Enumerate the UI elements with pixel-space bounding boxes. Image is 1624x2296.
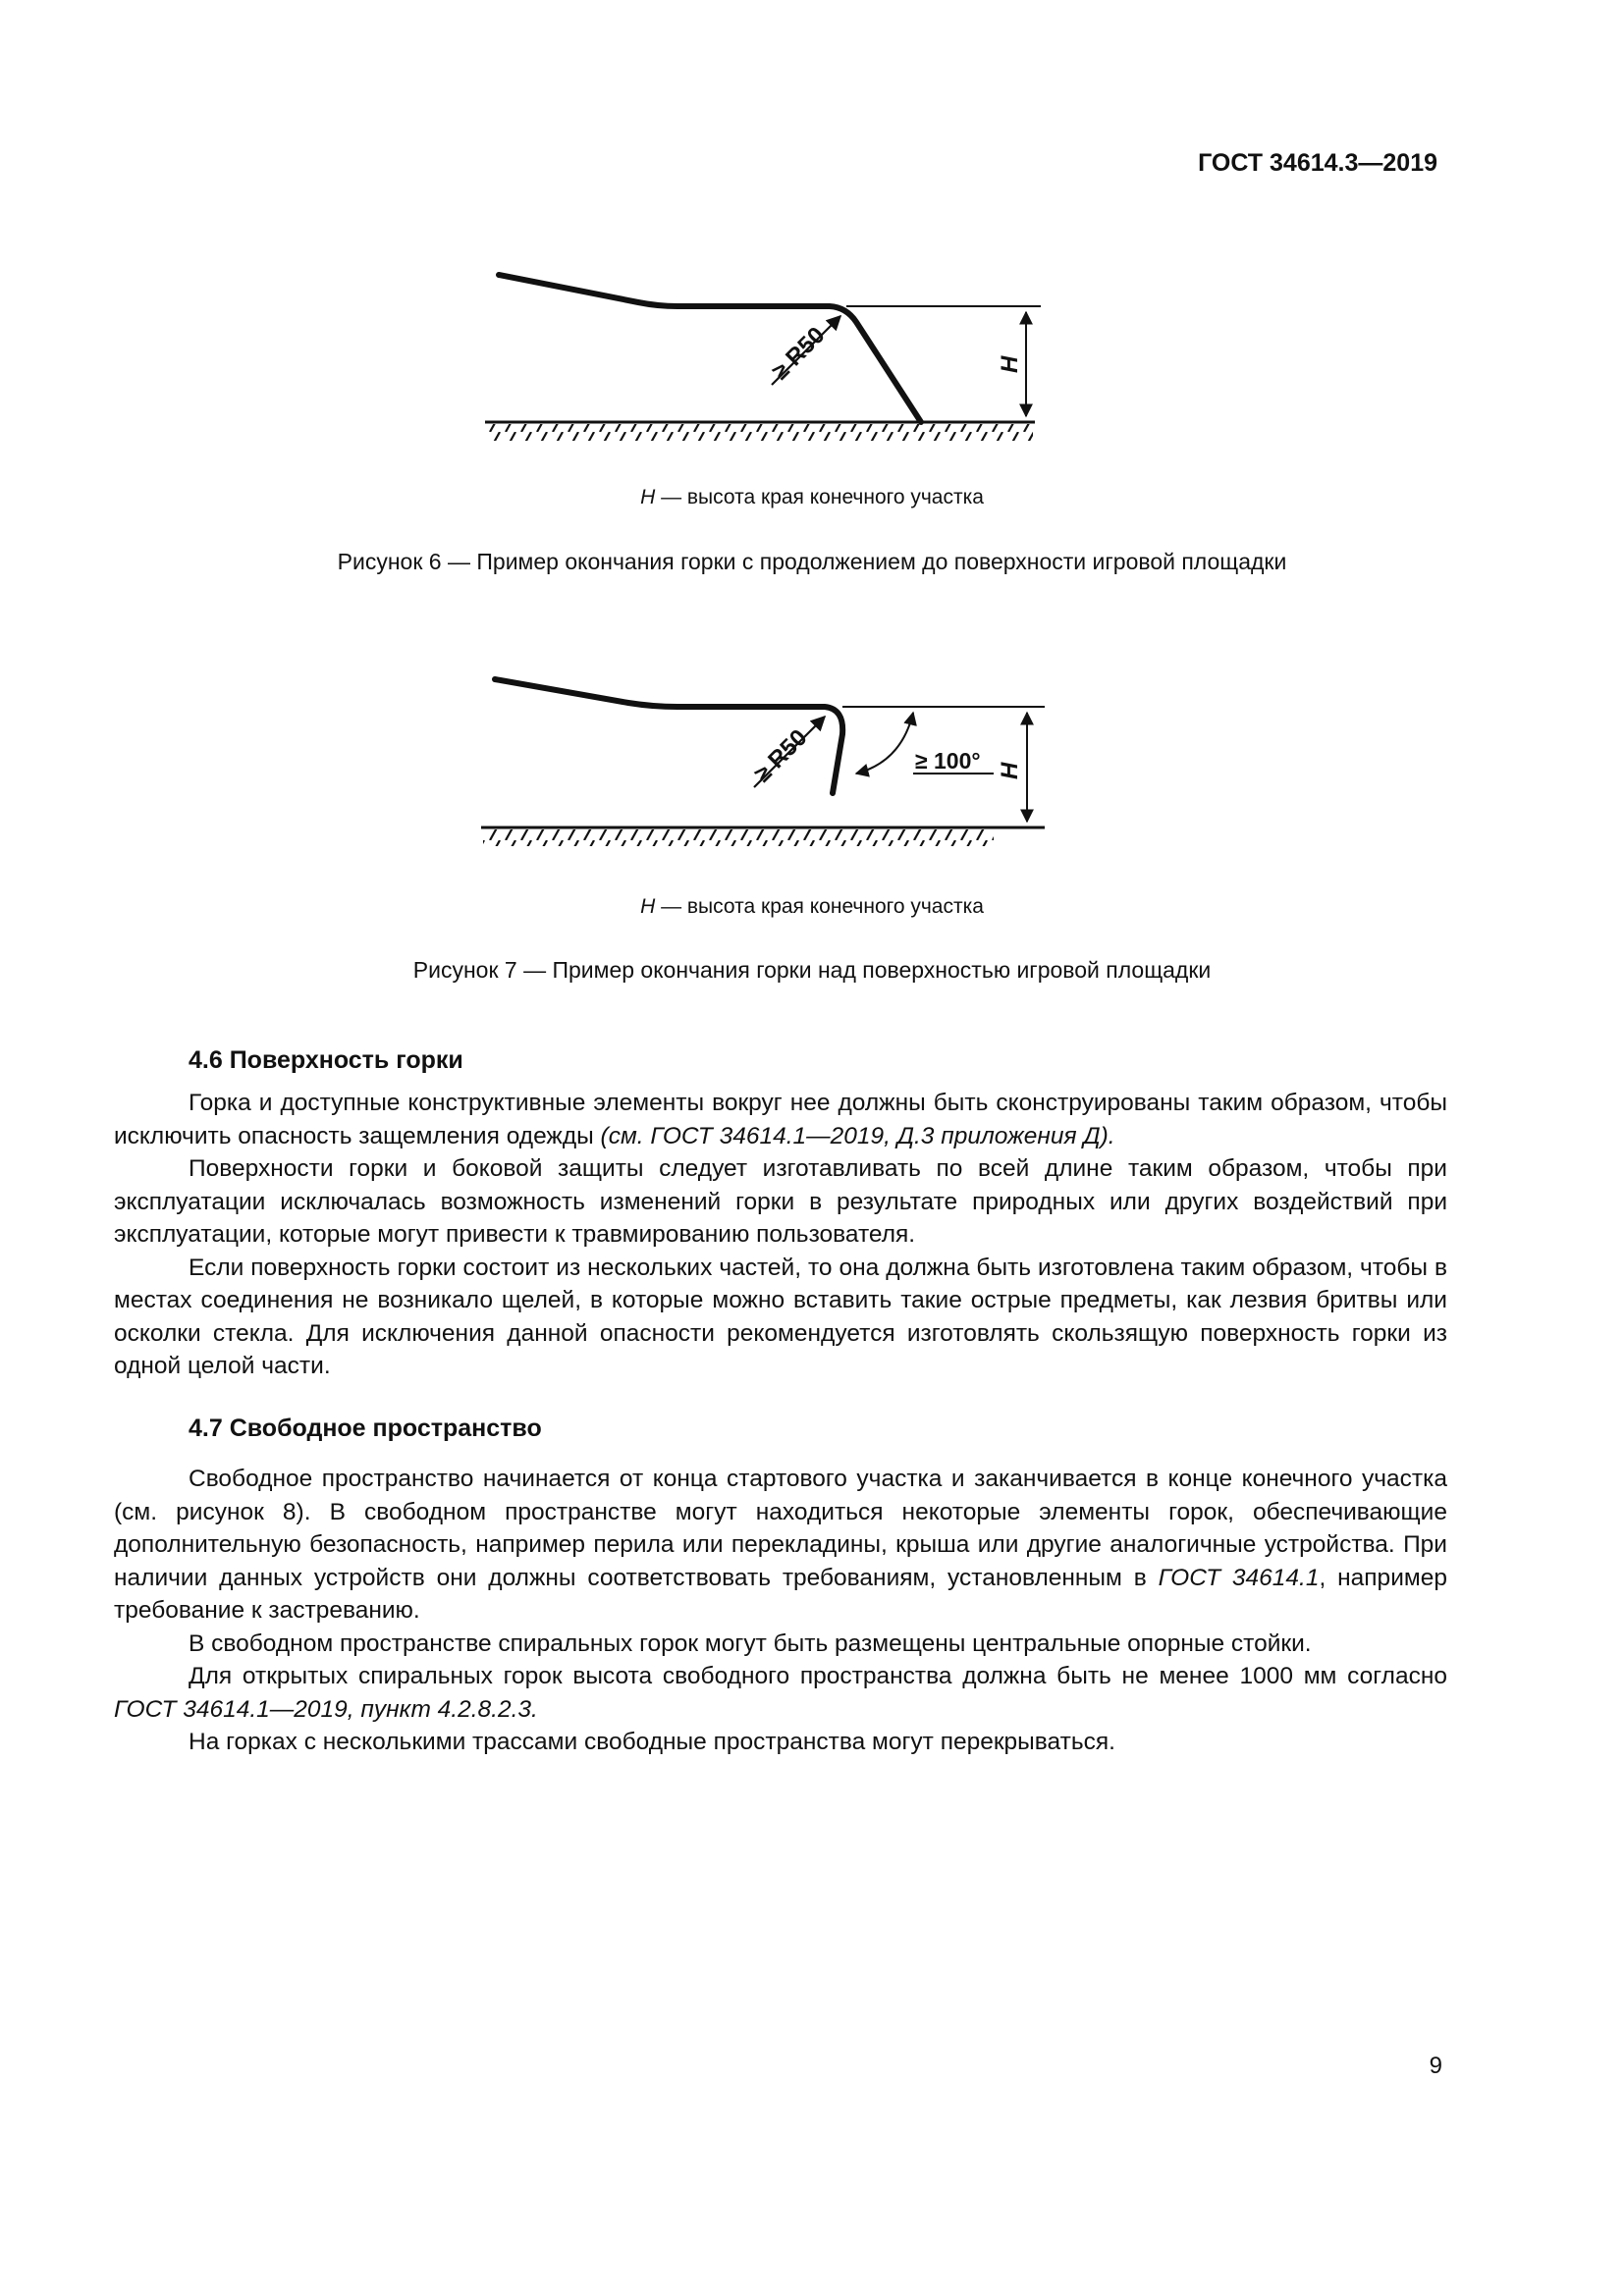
paragraph: Поверхности горки и боковой защиты следует изготавливать по всей длине таким образом, чтобы при эксплуатации исключалась возможность изменений горки в результате природных или других воздействий при эксплуатации, которые могут привести к травмированию пользователя. [114,1155,1447,1248]
paragraph-text: Горка и доступные конструктивные элементы вокруг нее должны быть сконструированы таким образом, чтобы исключить опасность защемления одежды [114,1090,1447,1149]
section-title: 4.6 Поверхность горки [189,1046,463,1074]
height-label: H [997,355,1023,373]
ground-hatching [483,829,994,846]
figure-7 [0,664,1624,860]
paragraph-text: , например требование к застреванию. [114,1564,1447,1624]
figure-6-legend [0,486,1624,509]
legend-symbol: H [640,895,656,918]
angle-label: ≥ 100° [915,748,981,774]
angle-arc [856,713,913,774]
radius-label: ≥ R50 [749,723,813,788]
legend-text: — высота края конечного участка [655,895,984,918]
paragraph [114,1660,1447,1726]
reference-link[interactable]: (см. ГОСТ 34614.1—2019, Д.3 приложения Д). [600,1122,1115,1149]
reference-link[interactable]: ГОСТ 34614.1—2019, пункт 4.2.8.2.3. [114,1695,538,1723]
paragraph-text: Свободное пространство начинается от конца стартового участка и заканчивается в конце конечного участка (см. рисунок 8). В свободном пространстве могут находиться некоторые элементы горок, обеспечивающие дополнительную безопасность, например перила или перекладины, крыша или другие аналогичные устройства. При наличии данных устройств они должны соответствовать требованиям, установленным в [114,1466,1447,1591]
section-4-7 [114,1415,1447,1759]
figure-7-legend [0,895,1624,919]
figure-6-drawing [0,255,1624,442]
paragraph [114,1087,1447,1152]
slide-profile [499,275,921,422]
legend-symbol: H [640,486,656,508]
figure-7-drawing [0,664,1624,860]
legend-text: — высота края конечного участка [655,486,984,508]
paragraph: В свободном пространстве спиральных горок могут быть размещены центральные опорные стойки. [189,1629,1312,1657]
reference-link[interactable]: ГОСТ 34614.1 [1158,1564,1320,1591]
figure-7-caption: Рисунок 7 — Пример окончания горки над поверхностью игровой площадки [412,957,1212,983]
paragraph: На горках с несколькими трассами свободные пространства могут перекрываться. [189,1729,1115,1755]
height-label: H [997,762,1023,779]
figure-6 [0,255,1624,442]
section-4-6 [114,1046,1447,1383]
section-title: 4.7 Свободное пространство [189,1415,542,1442]
figure-6-caption: Рисунок 6 — Пример окончания горки с продолжением до поверхности игровой площадки [337,549,1287,574]
paragraph-text: Для открытых спиральных горок высота свободного пространства должна быть не менее 1000 мм согласно [189,1663,1447,1689]
page-number: 9 [1429,2053,1442,2079]
paragraph: Если поверхность горки состоит из нескольких частей, то она должна быть изготовлена таким образом, чтобы в местах соединения не возникало щелей, в которые можно вставить такие острые предметы, как лезвия бритвы или осколки стекла. Для исключения данной опасности рекомендуется изготовлять скользящую поверхность горки из одной целой части. [114,1254,1447,1379]
ground-hatching [487,424,1033,441]
paragraph [114,1463,1447,1628]
radius-label: ≥ R50 [767,321,831,386]
document-header: ГОСТ 34614.3—2019 [1198,149,1437,177]
